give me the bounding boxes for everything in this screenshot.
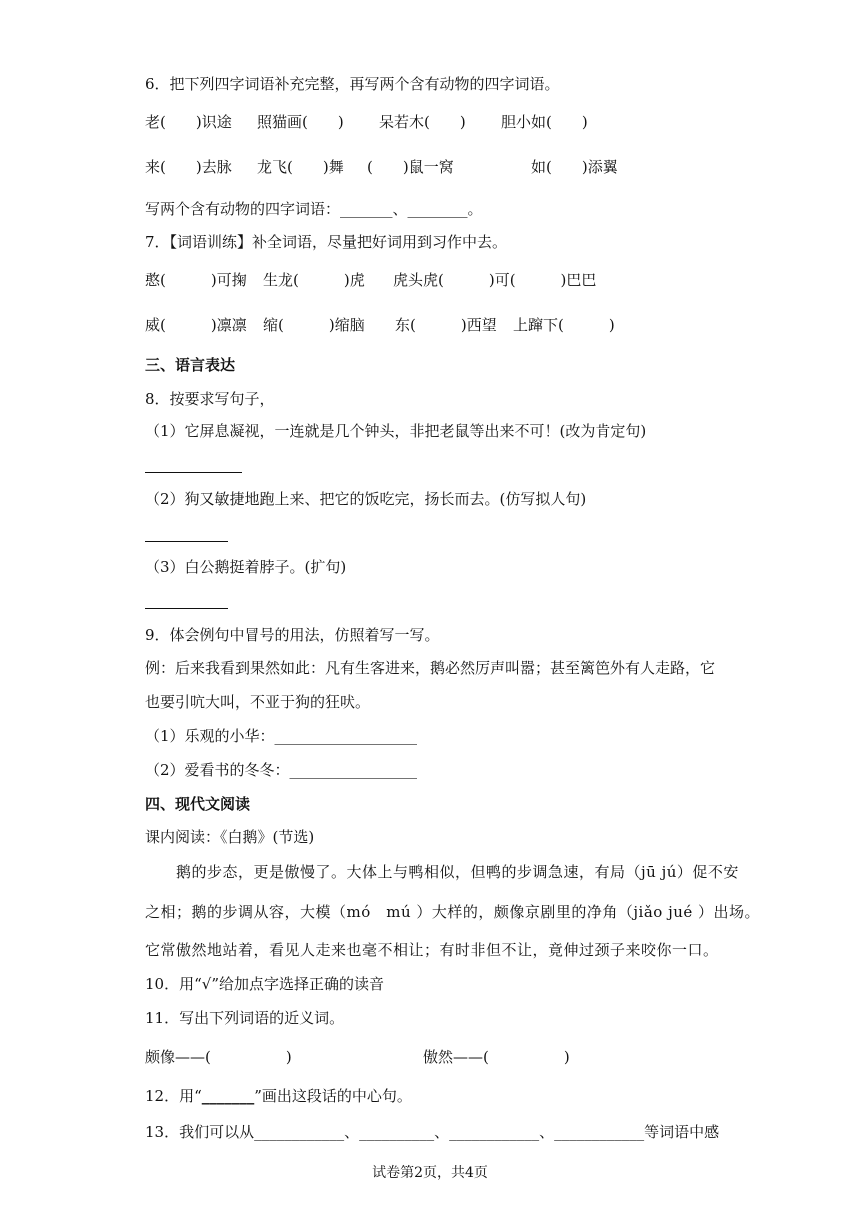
q8-answer-line-2[interactable] [145, 541, 228, 542]
q6-item[interactable]: 如( )添翼 [531, 158, 618, 176]
q8-answer-line-3[interactable] [145, 608, 228, 609]
q13-title[interactable]: 13．我们可以从____________、__________、____________、____________等词语中感 [145, 1123, 720, 1141]
q6-item[interactable]: ( )鼠一窝 [367, 158, 454, 176]
q6-item[interactable]: 老( )识途 [145, 113, 232, 131]
q7-item[interactable]: 缩( )缩脑 [263, 316, 365, 334]
q12-suffix: ”画出这段话的中心句。 [254, 1087, 412, 1105]
page-footer: 试卷第2页，共4页 [372, 1165, 488, 1181]
reading-passage-line-3: 它常傲然地站着，看见人走来也毫不相让；有时非但不让，竟伸过颈子来咬你一口。 [145, 941, 719, 959]
q6-item[interactable]: 呆若木( ) [379, 113, 466, 131]
q8-sentence-1: （1）它屏息凝视，一连就是几个钟头，非把老鼠等出来不可！(改为肯定句) [145, 422, 647, 440]
reading-source: 课内阅读：《白鹅》(节选) [145, 828, 315, 846]
q11-item[interactable]: 颇像——( ) [145, 1048, 292, 1066]
q6-item[interactable]: 龙飞( )舞 [257, 158, 344, 176]
q6-item[interactable]: 照猫画( ) [257, 113, 344, 131]
q11-item[interactable]: 傲然——( ) [423, 1048, 570, 1066]
reading-passage-line-2: 之相；鹅的步调从容，大模（mó mú ）大样的，颇像京剧里的净角（jiǎo jué ）出场。 [145, 903, 761, 921]
q7-item[interactable]: 生龙( )虎 [263, 271, 365, 289]
section-heading-3: 三、语言表达 [145, 356, 236, 374]
q6-write-prompt[interactable]: 写两个含有动物的四字词语：_______、________。 [145, 200, 483, 218]
q11-title: 11．写出下列词语的近义词。 [145, 1009, 345, 1027]
q8-title: 8．按要求写句子， [145, 390, 275, 408]
q7-item[interactable]: 上蹿下( ) [513, 316, 615, 334]
q7-title: 7．【词语训练】补全词语，尽量把好词用到习作中去。 [145, 233, 508, 251]
q7-item[interactable]: 威( )凛凛 [145, 316, 247, 334]
q6-item[interactable]: 胆小如( ) [501, 113, 588, 131]
q8-answer-line-1[interactable] [145, 472, 242, 473]
q7-item[interactable]: 虎头虎( )可( )巴巴 [393, 271, 597, 289]
reading-passage-line-1: 鹅的步态，更是傲慢了。大体上与鸭相似，但鸭的步调急速，有局（jū jú）促不安 [145, 863, 739, 881]
q6-item[interactable]: 来( )去脉 [145, 158, 232, 176]
q6-title: 6．把下列四字词语补充完整，再写两个含有动物的四字词语。 [145, 75, 560, 93]
q9-prompt-2[interactable]: （2）爱看书的冬冬：_________________ [145, 761, 418, 779]
q8-sentence-3: （3）白公鹅挺着脖子。(扩句) [145, 558, 347, 576]
q9-example-line-1: 例：后来我看到果然如此：凡有生客进来，鹅必然厉声叫嚣；甚至篱笆外有人走路，它 [145, 659, 716, 677]
q7-item[interactable]: 憨( )可掬 [145, 271, 247, 289]
q12-prefix: 12．用“ [145, 1087, 202, 1105]
q7-item[interactable]: 东( )西望 [395, 316, 497, 334]
q12-underline-sample: _______ [201, 1087, 255, 1105]
q8-sentence-2: （2）狗又敏捷地跑上来、把它的饭吃完，扬长而去。(仿写拟人句) [145, 490, 587, 508]
q9-title: 9．体会例句中冒号的用法，仿照着写一写。 [145, 626, 440, 644]
section-heading-4: 四、现代文阅读 [145, 795, 251, 813]
q9-prompt-1[interactable]: （1）乐观的小华：___________________ [145, 727, 418, 745]
q12-title [145, 1086, 412, 1106]
q9-example-line-2: 也要引吭大叫，不亚于狗的狂吠。 [145, 693, 371, 711]
q10-title: 10．用“√”给加点字选择正确的读音 [145, 975, 384, 993]
